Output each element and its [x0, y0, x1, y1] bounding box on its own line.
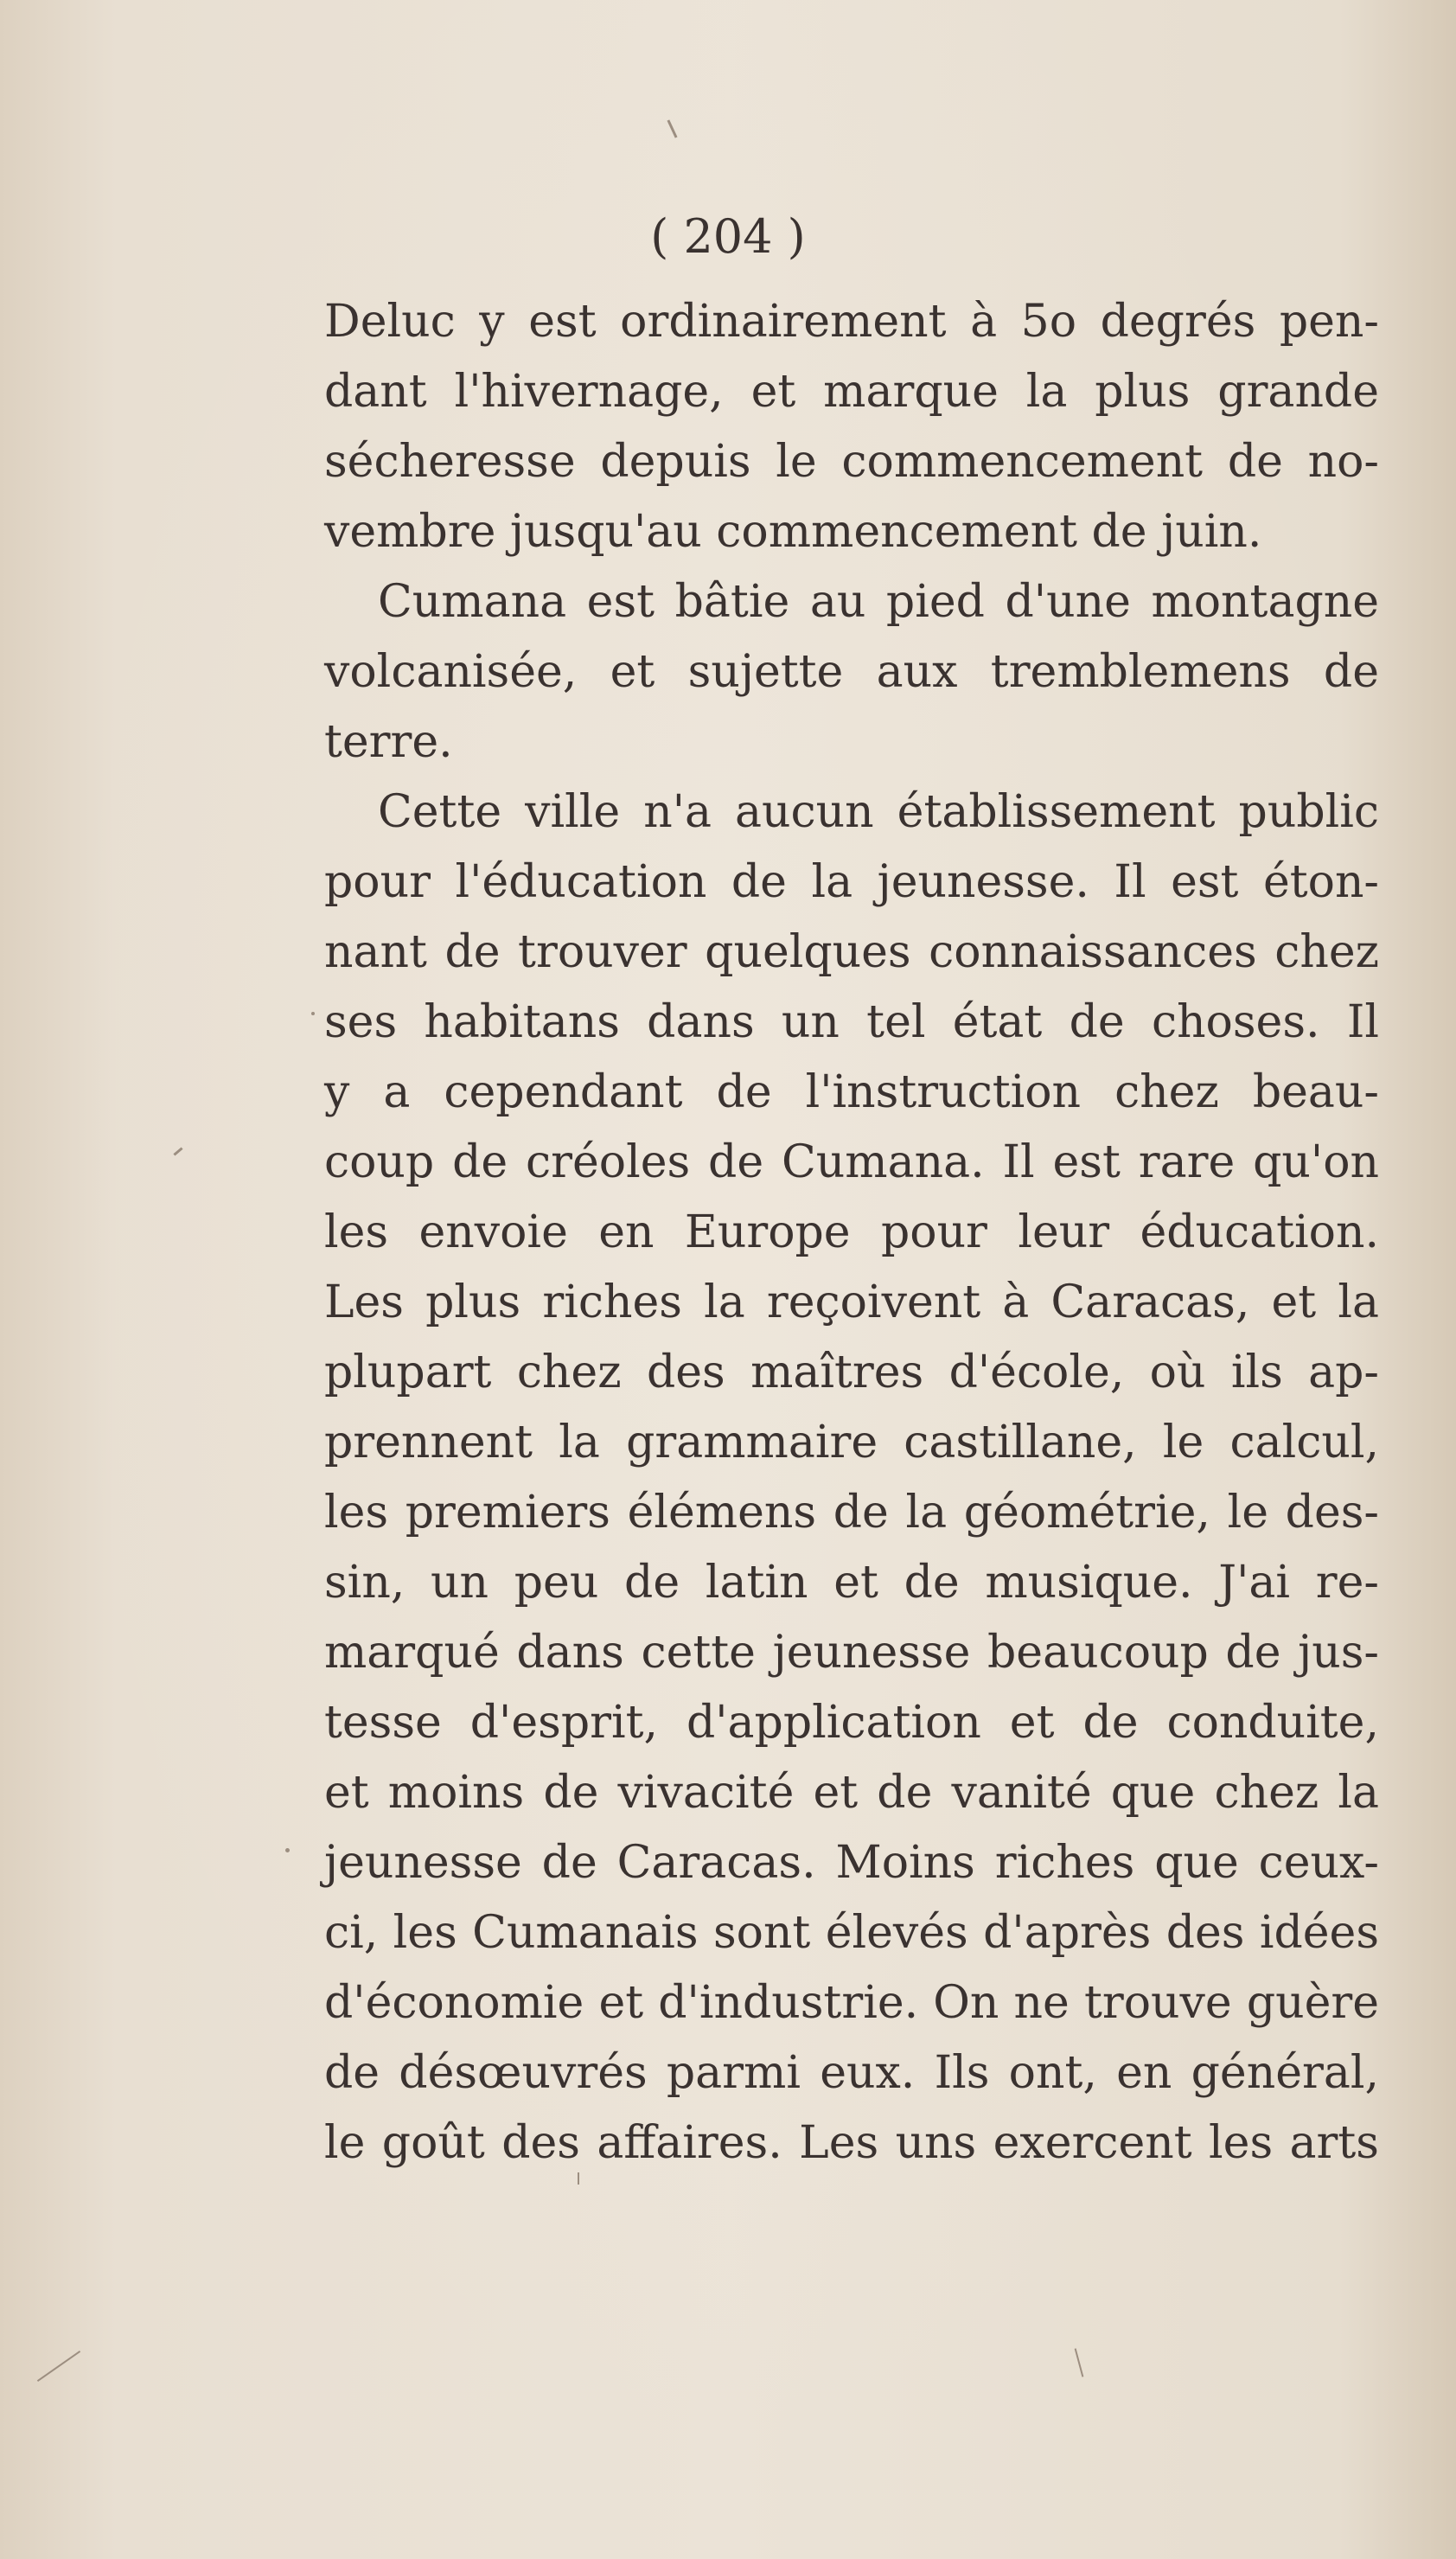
text-line-22: et moins de vivacité et de vanité que chez la [324, 1767, 1379, 1819]
text-line-24: ci, les Cumanais sont élevés d'après des idées [324, 1907, 1379, 1959]
text-line-13: coup de créoles de Cumana. Il est rare qu'on [324, 1136, 1379, 1188]
paper-mark [667, 119, 677, 138]
page-number: ( 204 ) [650, 209, 806, 264]
text-line-8: Cette ville n'a aucun établissement public [378, 786, 1379, 838]
text-line-2: dant l'hivernage, et marque la plus grande [324, 366, 1379, 418]
paper-mark [37, 2351, 80, 2382]
text-line-4: vembre jusqu'au commencement de juin. [324, 506, 1262, 558]
text-line-23: jeunesse de Caracas. Moins riches que ceux- [324, 1837, 1379, 1889]
text-line-6: volcanisée, et sujette aux tremblemens de [324, 646, 1379, 698]
text-line-17: prennent la grammaire castillane, le calcul, [324, 1417, 1379, 1468]
paper-mark [311, 1012, 315, 1015]
text-line-26: de désœuvrés parmi eux. Ils ont, en général, [324, 2047, 1379, 2099]
text-line-16: plupart chez des maîtres d'école, où ils ap- [324, 1347, 1379, 1398]
text-line-10: nant de trouver quelques connaissances chez [324, 926, 1379, 978]
text-line-21: tesse d'esprit, d'application et de conduite, [324, 1697, 1379, 1749]
text-line-1: Deluc y est ordinairement à 5o degrés pen- [324, 296, 1379, 348]
paper-mark [173, 1147, 182, 1155]
text-line-19: sin, un peu de latin et de musique. J'ai re- [324, 1557, 1379, 1609]
paper-mark [578, 2172, 579, 2185]
text-line-9: pour l'éducation de la jeunesse. Il est éton- [324, 856, 1379, 908]
text-line-12: y a cependant de l'instruction chez beau- [324, 1066, 1379, 1118]
text-line-20: marqué dans cette jeunesse beaucoup de jus- [324, 1627, 1379, 1679]
text-line-3: sécheresse depuis le commencement de no- [324, 436, 1379, 488]
text-line-7: terre. [324, 716, 453, 768]
text-line-11: ses habitans dans un tel état de choses. Il [324, 996, 1379, 1048]
text-line-25: d'économie et d'industrie. On ne trouve guère [324, 1977, 1379, 2029]
text-line-18: les premiers élémens de la géométrie, le des- [324, 1487, 1379, 1539]
text-line-14: les envoie en Europe pour leur éducation. [324, 1206, 1379, 1258]
paper-mark [1075, 2348, 1084, 2377]
text-line-27: le goût des affaires. Les uns exercent les arts [324, 2117, 1379, 2169]
text-line-15: Les plus riches la reçoivent à Caracas, et la [324, 1276, 1379, 1328]
paper-mark [285, 1848, 290, 1852]
text-line-5: Cumana est bâtie au pied d'une montagne [378, 576, 1379, 628]
